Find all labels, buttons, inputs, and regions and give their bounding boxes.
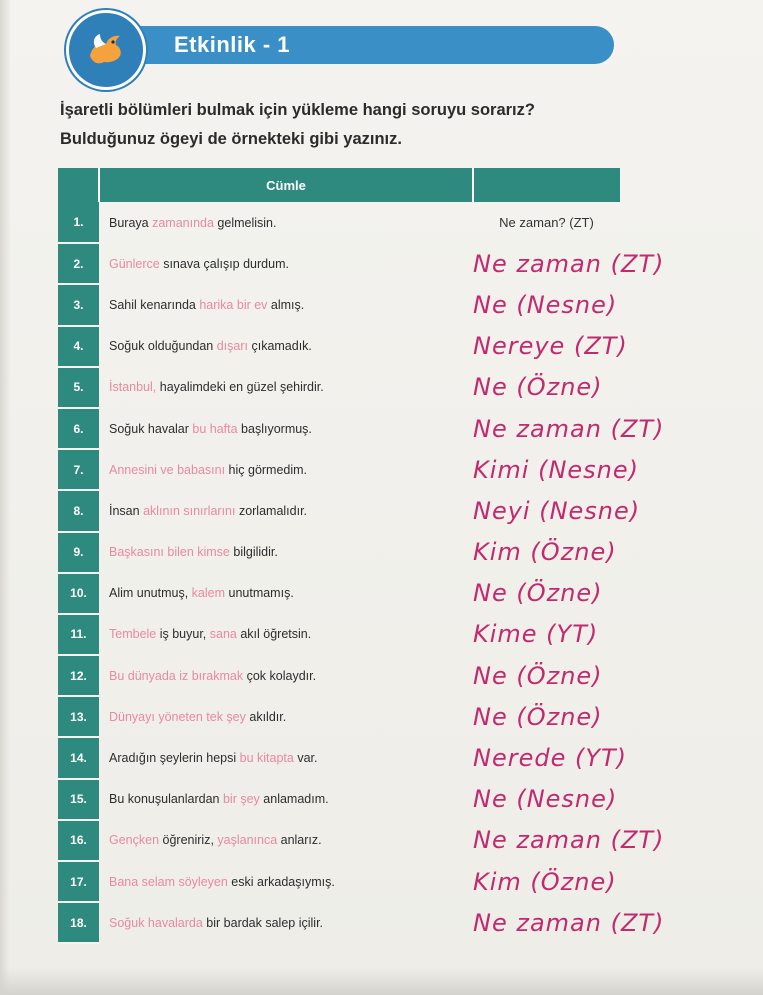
handwritten-answer: Kime (YT) <box>473 620 599 649</box>
sentence-cell <box>99 655 473 696</box>
row-number: 3. <box>58 284 99 325</box>
sentence-cell <box>99 737 473 778</box>
instruction-text: İşaretli bölümleri bulmak için yükleme hangi soruyu sorarız? Bulduğunuz ögeyi de örnekteki gibi yazınız. <box>60 101 535 148</box>
sentence-text: başlıyormuş. <box>237 421 312 436</box>
table-header-row <box>58 168 620 202</box>
sentence-text: çıkamadık. <box>248 339 312 354</box>
row-number: 16. <box>58 820 99 861</box>
sentence-text: akıldır. <box>245 709 287 724</box>
sentence-text: unutmamış. <box>225 586 294 601</box>
marked-phrase: Bu dünyada iz bırakmak <box>109 668 244 683</box>
pegasus-icon <box>82 26 128 72</box>
header-answer-cell <box>473 168 620 202</box>
row-number: 9. <box>58 532 99 573</box>
header-sentence-cell: Cümle <box>99 168 473 202</box>
marked-phrase: zamanında <box>152 215 214 230</box>
sentence-cell <box>99 779 473 820</box>
table-row <box>58 490 620 531</box>
sentence-text: Sahil kenarında <box>109 297 200 312</box>
sentence-text: hiç görmedim. <box>225 462 308 477</box>
sentence-text: Aradığın şeylerin hepsi <box>109 751 240 766</box>
sentence-text: anlarız. <box>277 833 322 848</box>
sentence-text: akıl öğretsin. <box>236 627 312 642</box>
sentence-text: Bu konuşulanlardan <box>109 792 223 807</box>
sentence-text: zorlamalıdır. <box>235 503 308 518</box>
table-row <box>58 696 620 737</box>
table-row <box>58 243 620 284</box>
sentence-text: almış. <box>267 297 305 312</box>
handwritten-answer: Nerede (YT) <box>473 744 628 773</box>
marked-phrase: bu kitapta <box>239 751 294 766</box>
sentence-cell <box>99 284 473 325</box>
sentence-cell <box>99 614 473 655</box>
marked-phrase: aklının sınırlarını <box>143 503 236 518</box>
sentence-cell <box>99 367 473 408</box>
marked-phrase: İstanbul, <box>109 380 157 395</box>
row-number: 10. <box>58 573 99 614</box>
row-number: 5. <box>58 367 99 408</box>
marked-phrase: Tembele <box>109 627 157 642</box>
handwritten-answer: Kimi (Nesne) <box>473 455 640 484</box>
row-number: 13. <box>58 696 99 737</box>
table-row <box>58 902 620 943</box>
row-number: 6. <box>58 408 99 449</box>
row-number: 8. <box>58 490 99 531</box>
handwritten-answer: Ne zaman (ZT) <box>473 249 665 278</box>
table-row <box>58 655 620 696</box>
table-row <box>58 532 620 573</box>
marked-phrase: sana <box>209 627 237 642</box>
marked-phrase: harika bir ev <box>199 297 268 312</box>
handwritten-answer: Ne (Nesne) <box>473 290 618 319</box>
sentence-cell <box>99 573 473 614</box>
marked-phrase: yaşlanınca <box>217 833 278 848</box>
sentence-cell <box>99 696 473 737</box>
sentence-text: öğreniriz, <box>159 833 218 848</box>
marked-phrase: dışarı <box>216 339 248 354</box>
handwritten-answer: Neyi (Nesne) <box>473 496 641 525</box>
marked-phrase: bu hafta <box>192 421 238 436</box>
row-number: 11. <box>58 614 99 655</box>
row-number: 2. <box>58 243 99 284</box>
sentence-text: var. <box>293 751 318 766</box>
sentence-text: bir bardak salep içilir. <box>202 915 324 930</box>
marked-phrase: bir şey <box>222 792 260 807</box>
table-row <box>58 779 620 820</box>
handwritten-answer: Nereye (ZT) <box>473 332 628 361</box>
table-row <box>58 861 620 902</box>
handwritten-answer: Ne zaman (ZT) <box>473 414 665 443</box>
handwritten-answer: Ne (Nesne) <box>473 785 618 814</box>
row-number: 18. <box>58 902 99 943</box>
table-row <box>58 202 620 243</box>
row-number: 14. <box>58 737 99 778</box>
handwritten-answer: Kim (Özne) <box>473 538 617 567</box>
sentence-cell <box>99 449 473 490</box>
activity-title: Etkinlik - 1 <box>174 32 291 57</box>
sentence-text: İnsan <box>109 503 144 518</box>
table-row <box>58 614 620 655</box>
handwritten-answer: Ne zaman (ZT) <box>473 908 665 937</box>
table-row <box>58 408 620 449</box>
marked-phrase: Soğuk havalarda <box>109 915 203 930</box>
sentence-text: hayalimdeki en güzel şehirdir. <box>156 380 324 395</box>
sentence-text: eski arkadaşıymış. <box>227 874 335 889</box>
page-edge <box>0 0 10 995</box>
sentence-text: sınava çalışıp durdum. <box>159 256 289 271</box>
handwritten-answer: Ne (Özne) <box>473 579 603 608</box>
row-number: 1. <box>58 202 99 243</box>
sentence-cell <box>99 532 473 573</box>
table-row <box>58 284 620 325</box>
sentence-cell <box>99 820 473 861</box>
marked-phrase: Günlerce <box>109 256 160 271</box>
handwritten-answer: Ne (Özne) <box>473 373 603 402</box>
sentence-text: bilgilidir. <box>229 545 278 560</box>
sentence-cell <box>99 861 473 902</box>
sentence-cell <box>99 902 473 943</box>
sentence-text: iş buyur, <box>156 627 210 642</box>
marked-phrase: Dünyayı yöneten tek şey <box>109 709 246 724</box>
marked-phrase: Annesini ve babasını <box>109 462 226 477</box>
marked-phrase: Bana selam söyleyen <box>109 874 228 889</box>
handwritten-answer: Kim (Özne) <box>473 867 617 896</box>
row-number: 7. <box>58 449 99 490</box>
row-number: 15. <box>58 779 99 820</box>
sentence-cell <box>99 408 473 449</box>
sentence-text: Buraya <box>109 215 153 230</box>
row-number: 12. <box>58 655 99 696</box>
activity-badge <box>66 10 146 90</box>
table-row <box>58 573 620 614</box>
header-number-cell <box>58 168 99 202</box>
handwritten-answer: Ne zaman (ZT) <box>473 826 665 855</box>
handwritten-answer: Ne (Özne) <box>473 702 603 731</box>
row-number: 4. <box>58 326 99 367</box>
sentence-cell <box>99 490 473 531</box>
table-row <box>58 326 620 367</box>
sentence-cell <box>99 243 473 284</box>
marked-phrase: Başkasını bilen kimse <box>109 545 230 560</box>
sentence-text: Soğuk havalar <box>109 421 193 436</box>
marked-phrase: Gençken <box>109 833 160 848</box>
table-row <box>58 737 620 778</box>
sentence-cell <box>99 202 473 243</box>
sentence-text: Soğuk olduğundan <box>109 339 217 354</box>
activity-header-bar <box>108 26 614 64</box>
row-number: 17. <box>58 861 99 902</box>
handwritten-answer: Ne (Özne) <box>473 661 603 690</box>
sentence-text: anlamadım. <box>259 792 329 807</box>
sentence-table <box>58 168 665 944</box>
sentence-cell <box>99 326 473 367</box>
sentence-text: Alim unutmuş, <box>109 586 192 601</box>
page-bottom-shadow <box>0 968 763 995</box>
sentence-text: çok kolaydır. <box>243 668 317 683</box>
table-row <box>58 449 620 490</box>
table-body <box>58 202 665 943</box>
table-row <box>58 820 620 861</box>
sentence-text: gelmelisin. <box>213 215 277 230</box>
example-answer: Ne zaman? (ZT) <box>499 214 594 230</box>
marked-phrase: kalem <box>191 586 226 601</box>
table-row <box>58 367 620 408</box>
